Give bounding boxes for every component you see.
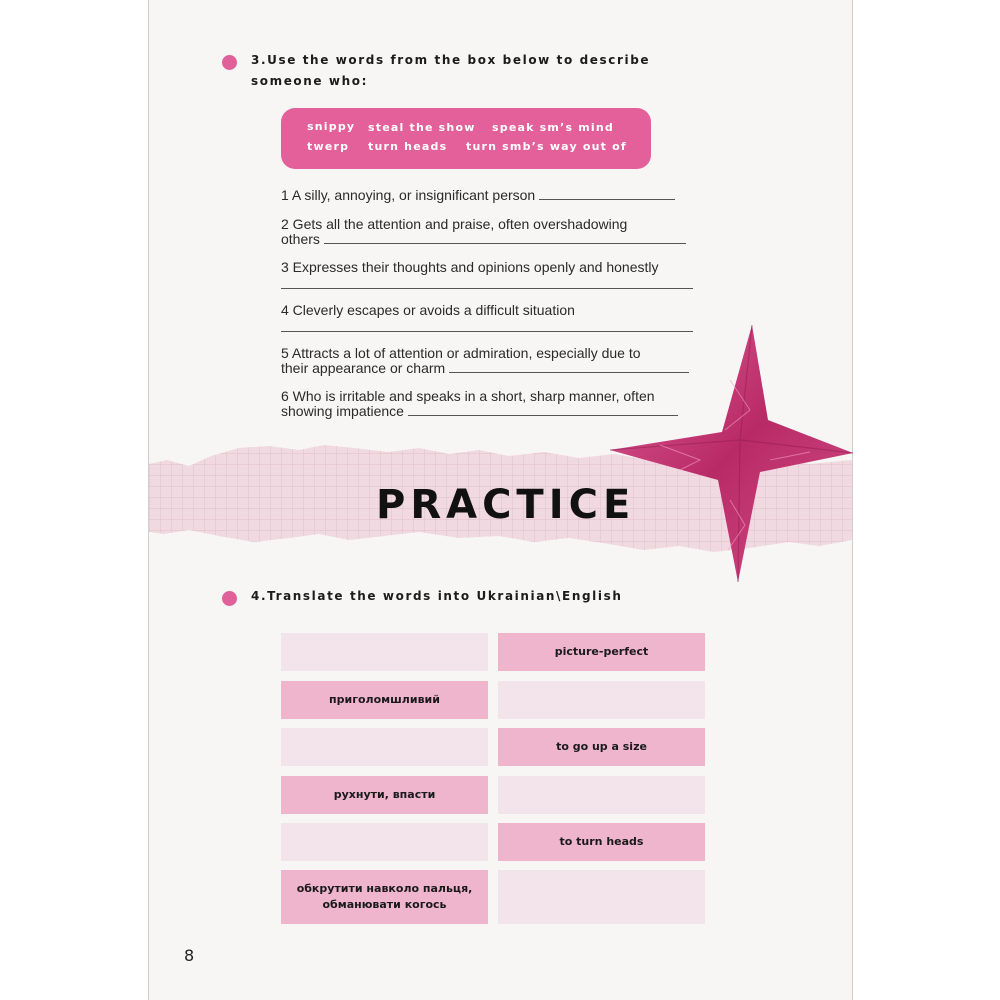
translation-cell-empty[interactable] xyxy=(281,823,488,861)
translation-cell-empty[interactable] xyxy=(281,633,488,671)
question-text: others xyxy=(281,231,320,247)
practice-heading: PRACTICE xyxy=(376,482,636,528)
exercise-4-title: 4.Translate the words into Ukrainian\English xyxy=(251,589,623,603)
translation-word: приголомшливий xyxy=(329,693,440,706)
question-text: showing impatience xyxy=(281,403,404,419)
translation-word: обманювати когось xyxy=(322,898,447,911)
word-box-item: twerp xyxy=(307,140,350,153)
answer-blank[interactable] xyxy=(324,232,686,244)
translation-cell xyxy=(281,681,488,719)
question-text: 6 Who is irritable and speaks in a short, sharp manner, often xyxy=(281,388,655,404)
translation-cell-empty[interactable] xyxy=(498,776,705,814)
translation-word: to go up a size xyxy=(556,740,647,753)
page-number: 8 xyxy=(184,946,195,965)
word-box xyxy=(281,108,651,169)
exercise-3-title xyxy=(251,50,650,92)
word-box-item: turn heads xyxy=(368,140,448,153)
question-text: 3 Expresses their thoughts and opinions openly and honestly xyxy=(281,259,659,275)
question-1 xyxy=(281,188,696,203)
question-text: 2 Gets all the attention and praise, often overshadowing xyxy=(281,216,628,232)
question-text: their appearance or charm xyxy=(281,360,446,376)
exercise-3-title-line1: 3.Use the words from the box below to describe xyxy=(251,53,651,67)
translation-cell xyxy=(281,870,488,924)
translation-word: рухнути, впасти xyxy=(333,788,436,801)
translation-cell xyxy=(498,633,705,671)
translation-cell xyxy=(498,728,705,766)
word-box-item: speak sm’s mind xyxy=(492,121,614,134)
answer-blank[interactable] xyxy=(281,288,693,289)
exercise-3-title-line2: someone who: xyxy=(251,74,369,88)
translation-word: обкрутити навколо пальця, xyxy=(296,882,473,895)
exercise-4-bullet xyxy=(222,591,237,606)
star-decoration xyxy=(600,320,860,585)
translation-word: picture-perfect xyxy=(554,645,649,658)
answer-blank[interactable] xyxy=(539,188,675,200)
translation-cell-empty[interactable] xyxy=(498,681,705,719)
translation-cell xyxy=(281,776,488,814)
translation-word: to turn heads xyxy=(559,835,644,848)
translation-cell xyxy=(498,823,705,861)
translation-cell-empty[interactable] xyxy=(281,728,488,766)
question-text: 1 A silly, annoying, or insignificant person xyxy=(281,187,536,203)
word-box-item: turn smb’s way out of xyxy=(466,140,627,153)
exercise-3-bullet xyxy=(222,55,237,70)
question-text: 5 Attracts a lot of attention or admiration, especially due to xyxy=(281,345,641,361)
question-4 xyxy=(281,303,696,318)
translation-cell-empty[interactable] xyxy=(498,870,705,924)
question-3 xyxy=(281,260,696,275)
question-2 xyxy=(281,217,696,247)
word-box-item: snippy xyxy=(307,120,356,133)
word-box-item: steal the show xyxy=(368,121,476,134)
question-text: 4 Cleverly escapes or avoids a difficult situation xyxy=(281,302,575,318)
